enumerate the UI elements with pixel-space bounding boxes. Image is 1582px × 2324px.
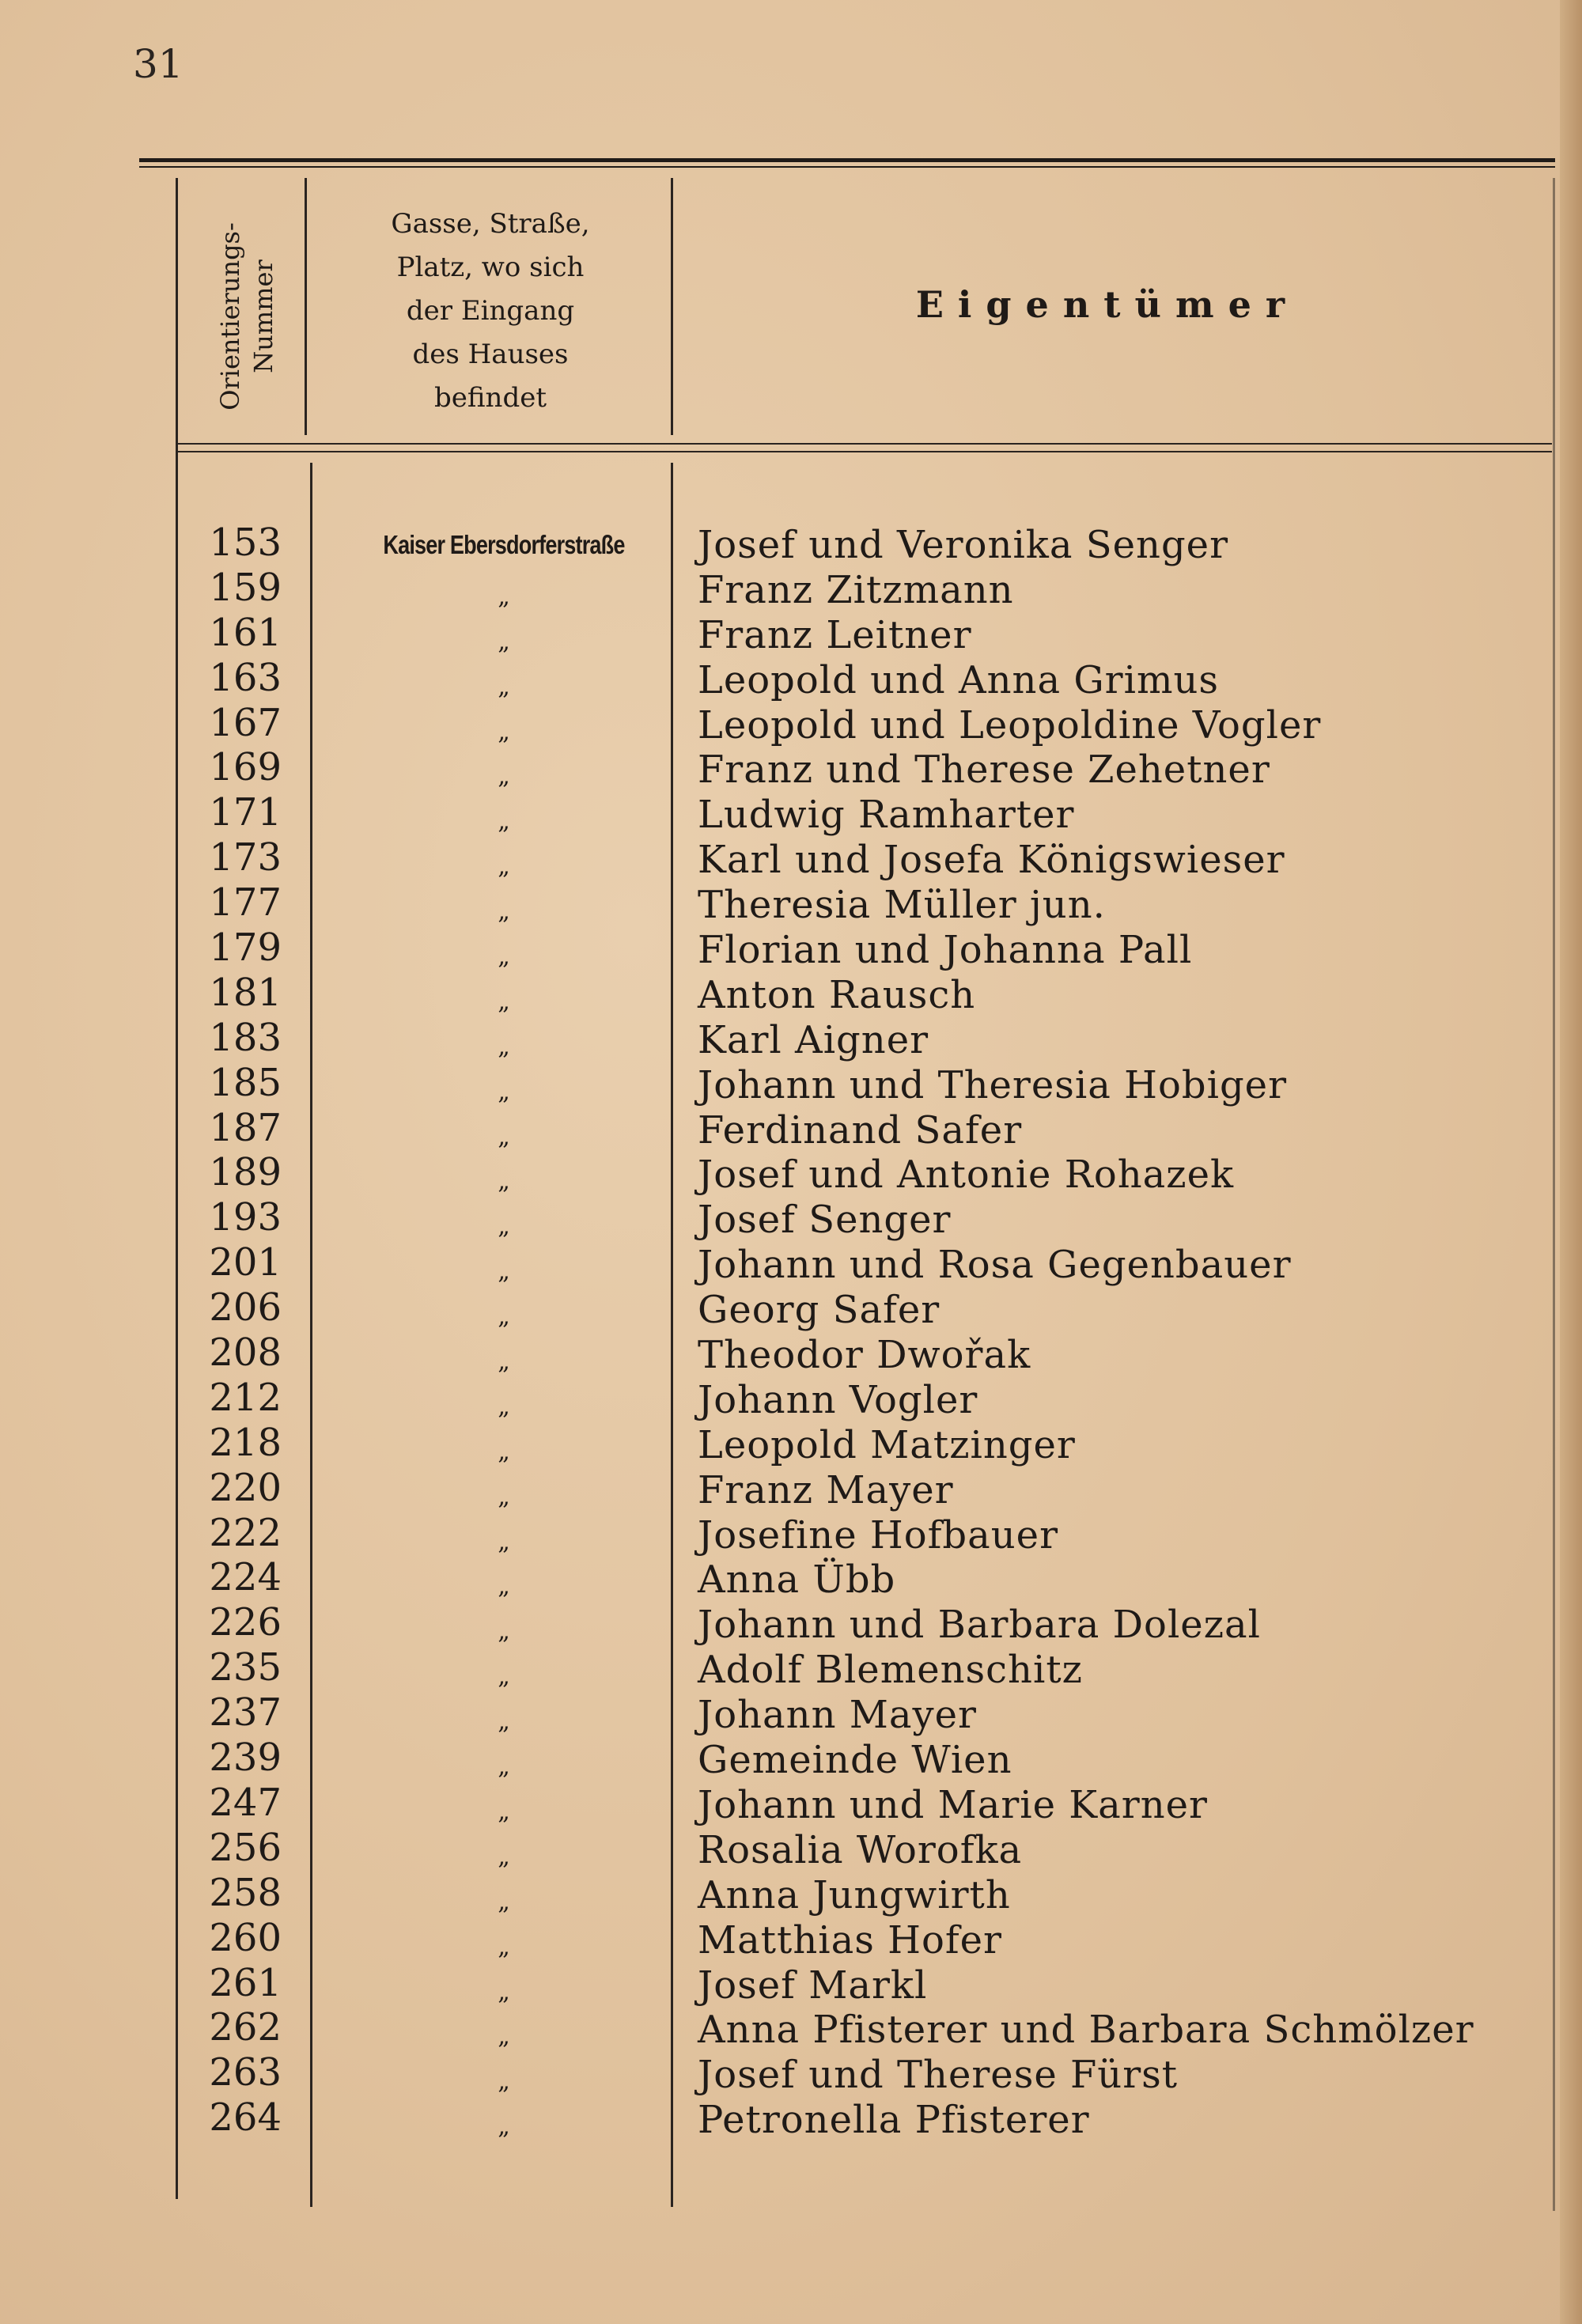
- header-double-rule: [176, 443, 1552, 452]
- house-number: 256: [209, 1825, 282, 1870]
- table-row: [176, 1555, 1552, 1603]
- column-divider-1: [305, 178, 307, 435]
- table-row: [176, 835, 1552, 883]
- owner-name: Karl Aigner: [698, 1017, 929, 1062]
- table-row: [176, 1285, 1552, 1333]
- house-number: 183: [209, 1015, 282, 1060]
- owner-name: Johann und Theresia Hobiger: [698, 1062, 1288, 1107]
- owner-name: Leopold und Leopoldine Vogler: [698, 702, 1322, 748]
- house-number: 218: [209, 1420, 282, 1465]
- table-row: [176, 566, 1552, 611]
- ditto-mark: „: [498, 853, 510, 881]
- ditto-mark: „: [498, 1032, 510, 1061]
- owner-name: Josefine Hofbauer: [698, 1512, 1059, 1558]
- ditto-mark: „: [498, 2113, 510, 2141]
- top-double-rule: [139, 158, 1555, 168]
- house-number: 263: [209, 2050, 282, 2095]
- owner-name: Anna Pfisterer und Barbara Schmölzer: [698, 2008, 1474, 2053]
- house-number: 159: [209, 565, 282, 610]
- ditto-mark: „: [498, 987, 510, 1016]
- ditto-mark: „: [498, 2068, 510, 2096]
- owner-name: Johann Mayer: [698, 1693, 977, 1738]
- owner-name: Franz Mayer: [698, 1467, 954, 1512]
- owner-name: Leopold und Anna Grimus: [698, 657, 1220, 702]
- ditto-mark: „: [498, 717, 510, 746]
- header-street-line: der Eingang: [406, 295, 575, 327]
- house-number: 187: [209, 1105, 282, 1150]
- table-row: [176, 1600, 1552, 1648]
- owner-table-body: [176, 520, 1552, 2143]
- house-number: 260: [209, 1915, 282, 1960]
- ditto-mark: „: [498, 1527, 510, 1556]
- house-number: 239: [209, 1735, 282, 1781]
- table-row: [176, 1106, 1552, 1151]
- ditto-mark: „: [498, 1168, 510, 1196]
- owner-name: Franz Leitner: [698, 612, 972, 657]
- house-number: 169: [209, 745, 282, 790]
- ditto-mark: „: [498, 1753, 510, 1781]
- ditto-mark: „: [498, 898, 510, 926]
- street-name: Kaiser Ebersdorferstraße: [383, 530, 625, 559]
- ditto-mark: „: [498, 2023, 510, 2051]
- house-number: 181: [209, 970, 282, 1015]
- ditto-mark: „: [498, 1437, 510, 1466]
- owner-name: Georg Safer: [698, 1288, 940, 1333]
- table-row: [176, 1376, 1552, 1421]
- owner-name: Johann und Barbara Dolezal: [698, 1603, 1261, 1648]
- ditto-mark: „: [498, 1213, 510, 1241]
- ditto-mark: „: [498, 1482, 510, 1511]
- ditto-mark: „: [498, 1663, 510, 1691]
- table-row: [176, 1826, 1552, 1871]
- table-row: [176, 2095, 1552, 2143]
- house-number: 173: [209, 835, 282, 880]
- owner-name: Florian und Johanna Pall: [698, 928, 1193, 973]
- owner-name: Theodor Dwořak: [698, 1333, 1031, 1378]
- house-number: 247: [209, 1780, 282, 1825]
- owner-name: Anna Übb: [698, 1558, 896, 1603]
- ditto-mark: „: [498, 1618, 510, 1646]
- table-row: [176, 611, 1552, 656]
- owner-name: Karl und Josefa Königswieser: [698, 838, 1285, 883]
- header-street-column: [312, 202, 668, 420]
- header-street-line: Gasse, Straße,: [391, 208, 590, 240]
- house-number: 237: [209, 1690, 282, 1735]
- house-number: 161: [209, 610, 282, 655]
- table-row: [176, 1016, 1552, 1061]
- ditto-mark: „: [498, 1392, 510, 1421]
- table-row: [176, 1466, 1552, 1511]
- owner-name: Leopold Matzinger: [698, 1422, 1076, 1467]
- house-number: 222: [209, 1510, 282, 1555]
- table-row: [176, 1195, 1552, 1243]
- table-row: [176, 1645, 1552, 1693]
- house-number: 262: [209, 2005, 282, 2050]
- header-street-line: befindet: [433, 382, 547, 414]
- table-row: [176, 971, 1552, 1016]
- house-number: 189: [209, 1150, 282, 1195]
- house-number: 226: [209, 1600, 282, 1645]
- house-number: 167: [209, 700, 282, 745]
- owner-name: Matthias Hofer: [698, 1917, 1002, 1963]
- house-number: 193: [209, 1195, 282, 1240]
- table-row: [176, 925, 1552, 971]
- owner-name: Gemeinde Wien: [698, 1738, 1012, 1783]
- ditto-mark: „: [498, 1258, 510, 1286]
- header-street-line: des Hauses: [412, 339, 569, 370]
- ditto-mark: „: [498, 1797, 510, 1826]
- table-row: [176, 880, 1552, 928]
- house-number: 153: [209, 520, 282, 565]
- house-number: 264: [209, 2095, 282, 2140]
- ditto-mark: „: [498, 1122, 510, 1151]
- ditto-mark: „: [498, 763, 510, 791]
- header-number-line: Orientierungs-: [215, 222, 245, 411]
- table-row: [176, 520, 1552, 566]
- owner-name: Ludwig Ramharter: [698, 793, 1075, 838]
- ditto-mark: „: [498, 582, 510, 611]
- header-number-line: Nummer: [248, 259, 278, 373]
- ditto-mark: „: [498, 1932, 510, 1961]
- ditto-mark: „: [498, 1573, 510, 1601]
- column-divider-2: [671, 178, 673, 435]
- owner-name: Theresia Müller jun.: [698, 883, 1106, 928]
- owner-name: Franz und Therese Zehetner: [698, 748, 1270, 793]
- ditto-mark: „: [498, 672, 510, 701]
- owner-name: Josef und Antonie Rohazek: [698, 1153, 1235, 1198]
- table-row: [176, 1330, 1552, 1376]
- table-row: [176, 1240, 1552, 1288]
- house-number: 201: [209, 1240, 282, 1285]
- table-row: [176, 656, 1552, 701]
- owner-name: Josef Markl: [698, 1963, 928, 2008]
- header-owner-column: Eigentümer: [915, 283, 1300, 326]
- table-row: [176, 701, 1552, 746]
- house-number: 224: [209, 1555, 282, 1600]
- owner-name: Anna Jungwirth: [698, 1872, 1011, 1917]
- page-edge-shadow: [1560, 0, 1582, 2324]
- table-row: [176, 1150, 1552, 1198]
- ditto-mark: „: [498, 1303, 510, 1331]
- table-row: [176, 1061, 1552, 1106]
- table-row: [176, 1781, 1552, 1826]
- ditto-mark: „: [498, 1708, 510, 1736]
- table-row: [176, 1421, 1552, 1466]
- house-number: 163: [209, 655, 282, 700]
- house-number: 179: [209, 925, 282, 971]
- ditto-mark: „: [498, 943, 510, 971]
- table-row: [176, 1961, 1552, 2006]
- house-number: 261: [209, 1960, 282, 2005]
- table-row: [176, 1735, 1552, 1781]
- house-number: 206: [209, 1285, 282, 1330]
- owner-name: Anton Rausch: [698, 972, 976, 1017]
- ditto-mark: „: [498, 808, 510, 836]
- page-number: 31: [133, 41, 184, 87]
- table-row: [176, 2005, 1552, 2053]
- table-row: [176, 1916, 1552, 1961]
- table-row: [176, 745, 1552, 793]
- house-number: 171: [209, 790, 282, 835]
- owner-name: Franz Zitzmann: [698, 567, 1014, 612]
- ditto-mark: „: [498, 1077, 510, 1106]
- house-number: 212: [209, 1375, 282, 1420]
- house-number: 258: [209, 1870, 282, 1915]
- owner-name: Josef und Therese Fürst: [698, 2053, 1179, 2098]
- right-border-line: [1553, 178, 1555, 2211]
- table-row: [176, 790, 1552, 838]
- house-number: 235: [209, 1645, 282, 1690]
- house-number: 220: [209, 1465, 282, 1510]
- table-row: [176, 1511, 1552, 1556]
- ditto-mark: „: [498, 1348, 510, 1376]
- header-number-label: [214, 222, 280, 411]
- table-row: [176, 1690, 1552, 1738]
- owner-name: Rosalia Worofka: [698, 1827, 1023, 1872]
- owner-name: Josef und Veronika Senger: [698, 523, 1229, 567]
- header-street-line: Platz, wo sich: [396, 252, 585, 283]
- owner-name: Josef Senger: [698, 1198, 952, 1243]
- ditto-mark: „: [498, 1978, 510, 2006]
- owner-name: Johann und Marie Karner: [698, 1782, 1208, 1827]
- house-number: 185: [209, 1060, 282, 1105]
- table-row: [176, 2050, 1552, 2098]
- ditto-mark: „: [498, 627, 510, 656]
- house-number: 177: [209, 880, 282, 925]
- house-number: 208: [209, 1330, 282, 1376]
- table-row: [176, 1871, 1552, 1916]
- owner-name: Ferdinand Safer: [698, 1107, 1023, 1153]
- ditto-mark: „: [498, 1842, 510, 1871]
- owner-name: Johann Vogler: [698, 1377, 978, 1422]
- owner-name: Petronella Pfisterer: [698, 2098, 1090, 2143]
- header-number-column: [199, 198, 294, 435]
- owner-name: Johann und Rosa Gegenbauer: [698, 1243, 1292, 1288]
- ditto-mark: „: [498, 1887, 510, 1916]
- owner-name: Adolf Blemenschitz: [698, 1648, 1083, 1693]
